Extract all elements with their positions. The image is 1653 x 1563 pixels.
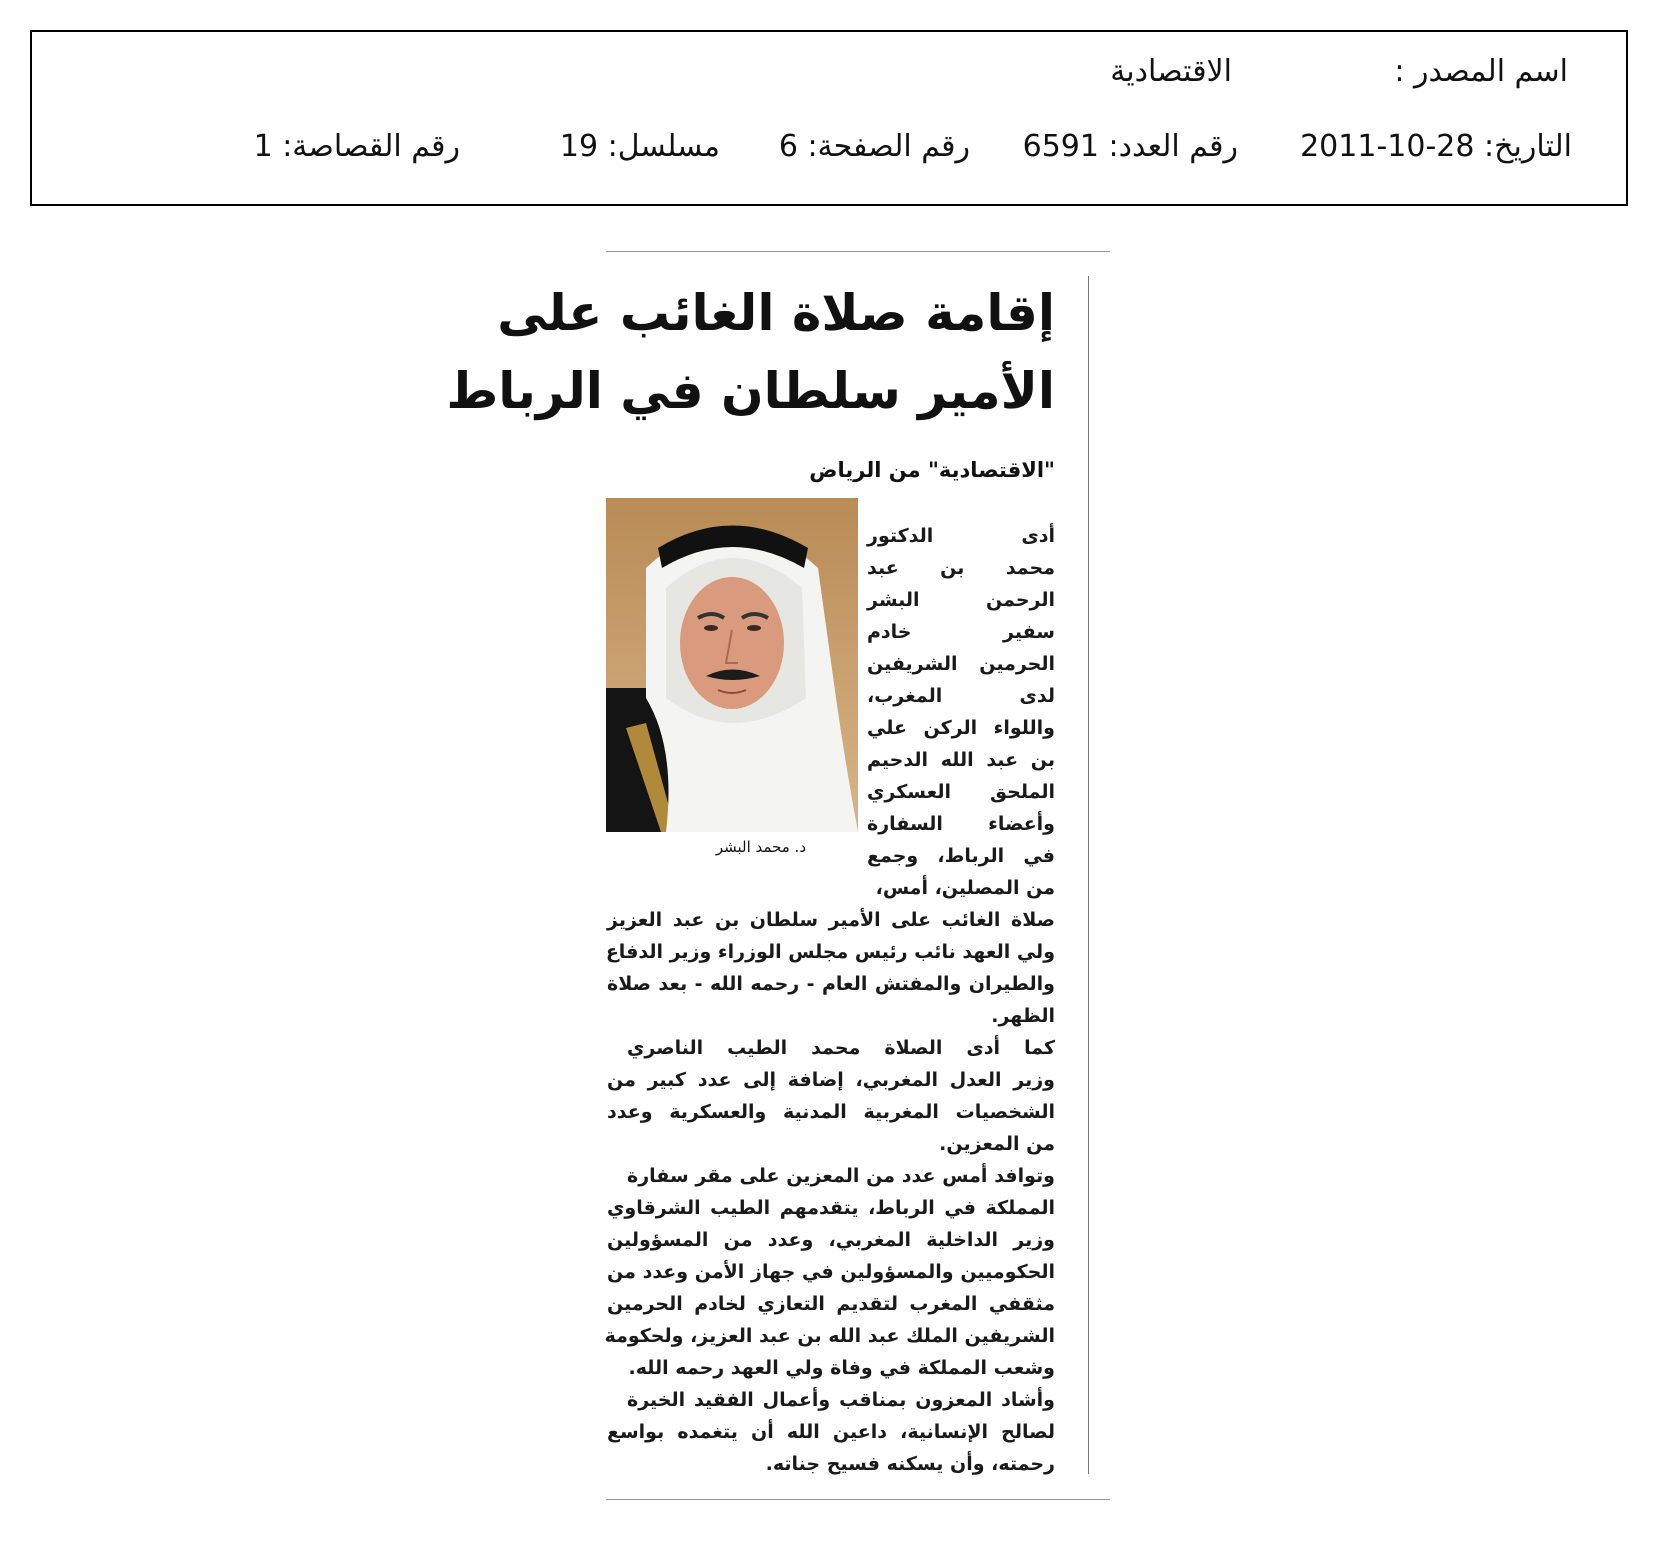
body-line: محمد بن عبد [867, 557, 1055, 579]
body-line: مثقفي المغرب لتقديم التعازي لخادم الحرمين [607, 1293, 1055, 1315]
column-rule [1088, 276, 1089, 1474]
portrait-photo [606, 498, 858, 832]
body-line: ولي العهد نائب رئيس مجلس الوزراء وزير الدفاع [605, 941, 1055, 963]
clip-field: رقم القصاصة: 1 [253, 129, 460, 164]
body-line: كما أدى الصلاة محمد الطيب الناصري [627, 1037, 1055, 1059]
body-line: من المصلين، أمس، [875, 877, 1055, 899]
body-line: وزير العدل المغربي، إضافة إلى عدد كبير من [607, 1069, 1055, 1091]
photo-caption: د. محمد البشر [715, 838, 806, 856]
body-line: الحرمين الشريفين [867, 653, 1055, 675]
serial-field: مسلسل: 19 [559, 129, 720, 164]
body-line: من المعزين. [939, 1133, 1055, 1155]
body-line: في الرباط، وجمع [867, 845, 1055, 867]
headline-line-1: إقامة صلاة الغائب على [497, 284, 1055, 342]
date-field: التاريخ: 28-10-2011 [1300, 129, 1572, 164]
details-row [32, 129, 1630, 169]
body-line: الملحق العسكري [867, 781, 1055, 803]
source-value: الاقتصادية [1110, 54, 1232, 89]
body-line: وأعضاء السفارة [867, 813, 1055, 835]
byline: "الاقتصادية" من الرياض [809, 458, 1055, 482]
source-row [32, 54, 1630, 94]
body-line: أدى الدكتور [867, 525, 1055, 547]
body-line: وأشاد المعزون بمناقب وأعمال الفقيد الخيرة [627, 1389, 1055, 1411]
body-line: والطيران والمفتش العام - رحمه الله - بعد صلاة [607, 973, 1055, 995]
page-field: رقم الصفحة: 6 [778, 129, 970, 164]
body-line: الشخصيات المغربية المدنية والعسكرية وعدد [607, 1101, 1055, 1123]
metadata-box [30, 30, 1628, 206]
body-line: الظهر. [991, 1005, 1055, 1027]
body-line: واللواء الركن علي [867, 717, 1055, 739]
top-rule [606, 251, 1110, 252]
body-line: وزير الداخلية المغربي، وعدد من المسؤولين [607, 1229, 1055, 1251]
body-line: لصالح الإنسانية، داعين الله أن يتغمده بواسع [607, 1421, 1055, 1443]
body-line: وشعب المملكة في وفاة ولي العهد رحمه الله. [628, 1357, 1055, 1379]
bottom-rule [606, 1499, 1110, 1500]
body-line: سفير خادم [867, 621, 1055, 643]
body-line: وتوافد أمس عدد من المعزين على مقر سفارة [627, 1165, 1055, 1187]
source-label: اسم المصدر : [1394, 54, 1568, 89]
issue-field: رقم العدد: 6591 [1022, 129, 1238, 164]
headline-line-2: الأمير سلطان في الرباط [446, 362, 1055, 420]
body-line: الحكوميين والمسؤولين في جهاز الأمن وعدد من [607, 1261, 1055, 1283]
body-line: المملكة في الرباط، يتقدمهم الطيب الشرقاوي [607, 1197, 1055, 1219]
body-line: بن عبد الله الدحيم [867, 749, 1055, 771]
body-line: صلاة الغائب على الأمير سلطان بن عبد العزيز [607, 909, 1055, 931]
body-line: رحمته، وأن يسكنه فسيح جناته. [765, 1453, 1055, 1475]
body-line: لدى المغرب، [867, 685, 1055, 707]
body-line: الشريفين الملك عبد الله بن عبد العزيز، ولحكومة [604, 1325, 1055, 1347]
body-line: الرحمن البشر [867, 589, 1055, 611]
